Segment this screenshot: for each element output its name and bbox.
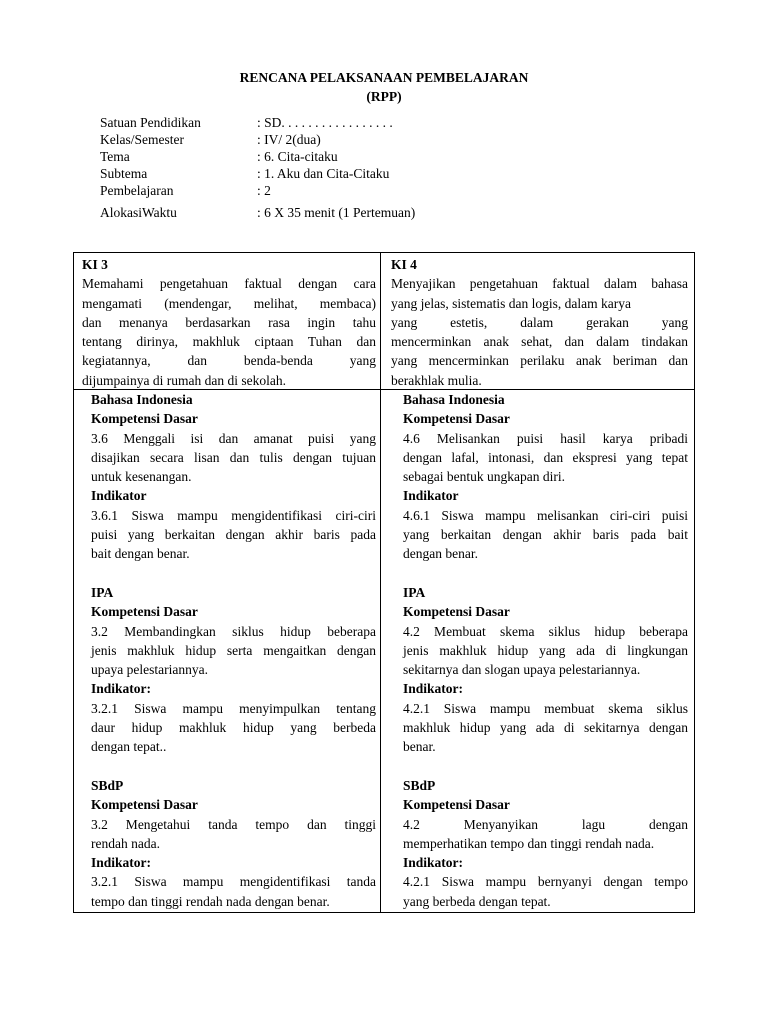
subject-heading: Bahasa Indonesia [91,392,193,407]
right-competency-column [403,390,688,911]
indicator-line: makhluk hidup yang ada di sekitarnya dengan [403,720,688,736]
indicator-line: 4.6.1 Siswa mampu melisankan ciri-ciri puisi [403,507,688,523]
kd-line: untuk kesenangan. [91,469,192,485]
left-competency-column [91,390,376,911]
ki4-heading: KI 4 [391,257,417,272]
ki4-cell [391,255,688,390]
indicator-line: 3.6.1 Siswa mampu mengidentifikasi ciri-ciri [91,507,376,523]
kd-line: upaya pelestariannya. [91,662,208,678]
indicator-heading: Indikator: [403,855,464,871]
ki3-line: dan menanya berdasarkan rasa ingin tahu [82,314,376,330]
meta-value: : 6 X 35 menit (1 Pertemuan) [257,205,416,220]
kd-line: jenis makhluk hidup yang ada di lingkungan [403,642,688,658]
kd-heading: Kompetensi Dasar [403,604,510,620]
meta-value: : 2 [257,183,271,198]
kd-line: 3.2 Mengetahui tanda tempo dan tinggi [91,816,376,832]
kd-line: 4.2 Membuat skema siklus hidup beberapa [403,623,688,639]
meta-label: Kelas/Semester [100,132,184,147]
indicator-line: 4.2.1 Siswa mampu membuat skema siklus [403,700,688,716]
kd-line: rendah nada. [91,835,160,851]
kd-line: sebagai bentuk ungkapan diri. [403,469,565,485]
subject-heading: SBdP [403,777,436,793]
table-column-divider [380,252,381,913]
meta-value: : 6. Cita-citaku [257,149,338,164]
ki3-line: kegiatannya, dan benda-benda yang [82,353,376,369]
indicator-heading: Indikator [91,488,147,504]
ki3-line: Memahami pengetahuan faktual dengan cara [82,276,376,292]
indicator-line: dengan tepat.. [91,739,167,755]
ki4-line: Menyajikan pengetahuan faktual dalam bahasa [391,276,688,292]
doc-subtitle: (RPP) [366,89,402,104]
kd-heading: Kompetensi Dasar [91,604,198,620]
indicator-line: 4.2.1 Siswa mampu bernyanyi dengan tempo [403,874,688,890]
indicator-line: yang berbeda dengan tepat. [403,893,551,909]
kd-line: disajikan secara lisan dan tulis dengan tujuan [91,449,376,465]
ki4-line: berakhlak mulia. [391,372,482,388]
ki3-line: mengamati (mendengar, melihat, membaca) [82,295,376,311]
subject-heading: Bahasa Indonesia [403,392,505,407]
kd-line: sekitarnya dan slogan upaya pelestariannya. [403,662,641,678]
kd-heading: Kompetensi Dasar [403,797,510,813]
ki3-heading: KI 3 [82,257,108,272]
meta-label: Subtema [100,166,148,181]
kd-line: 4.6 Melisankan puisi hasil karya pribadi [403,430,688,446]
kd-line: 3.6 Menggali isi dan amanat puisi yang [91,430,376,446]
meta-label: AlokasiWaktu [100,205,177,220]
indicator-line: daur hidup makhluk hidup yang berbeda [91,720,376,736]
indicator-heading: Indikator [403,488,459,504]
ki3-cell [82,255,376,390]
subject-heading: SBdP [91,777,124,793]
ki4-line: yang mencerminkan perilaku anak beriman dan [391,353,688,369]
doc-title: RENCANA PELAKSANAAN PEMBELAJARAN [239,70,529,85]
indicator-heading: Indikator: [403,681,464,697]
indicator-line: bait dengan benar. [91,546,190,562]
meta-label: Satuan Pendidikan [100,115,201,130]
ki4-line: yang jelas, sistematis dan logis, dalam karya [391,295,631,311]
kd-heading: Kompetensi Dasar [91,797,198,813]
kd-line: 4.2 Menyanyikan lagu dengan [403,816,688,832]
ki4-line: yang estetis, dalam gerakan yang [391,314,688,330]
kd-heading: Kompetensi Dasar [403,411,510,427]
indicator-line: 3.2.1 Siswa mampu menyimpulkan tentang [91,700,376,716]
kd-line: dengan lafal, intonasi, dan ekspresi yang tepat [403,449,688,465]
meta-label: Pembelajaran [100,183,174,198]
ki4-line: mencerminkan anak sehat, dan dalam tindakan [391,334,688,350]
indicator-heading: Indikator: [91,855,152,871]
kd-line: memperhatikan tempo dan tinggi rendah nada. [403,835,655,851]
indicator-line: yang berkaitan dengan akhir baris pada bait [403,527,688,543]
kd-line: jenis makhluk hidup serta mengaitkan dengan [91,642,376,658]
indicator-line: puisi yang berkaitan dengan akhir baris pada [91,527,376,543]
subject-heading: IPA [91,584,114,600]
indicator-line: dengan benar. [403,546,478,562]
indicator-line: tempo dan tinggi rendah nada dengan benar. [91,893,330,909]
subject-heading: IPA [403,584,426,600]
meta-value: : SD. . . . . . . . . . . . . . . . . [257,115,393,130]
indicator-line: benar. [403,739,436,755]
meta-value: : 1. Aku dan Cita-Citaku [257,166,390,181]
ki3-line: dijumpainya di rumah dan di sekolah. [82,372,286,388]
meta-label: Tema [100,149,130,164]
indicator-line: 3.2.1 Siswa mampu mengidentifikasi tanda [91,874,376,890]
indicator-heading: Indikator: [91,681,152,697]
meta-value: : IV/ 2(dua) [257,132,321,147]
kd-line: 3.2 Membandingkan siklus hidup beberapa [91,623,376,639]
kd-heading: Kompetensi Dasar [91,411,198,427]
ki3-line: tentang dirinya, makhluk ciptaan Tuhan dan [82,334,376,350]
